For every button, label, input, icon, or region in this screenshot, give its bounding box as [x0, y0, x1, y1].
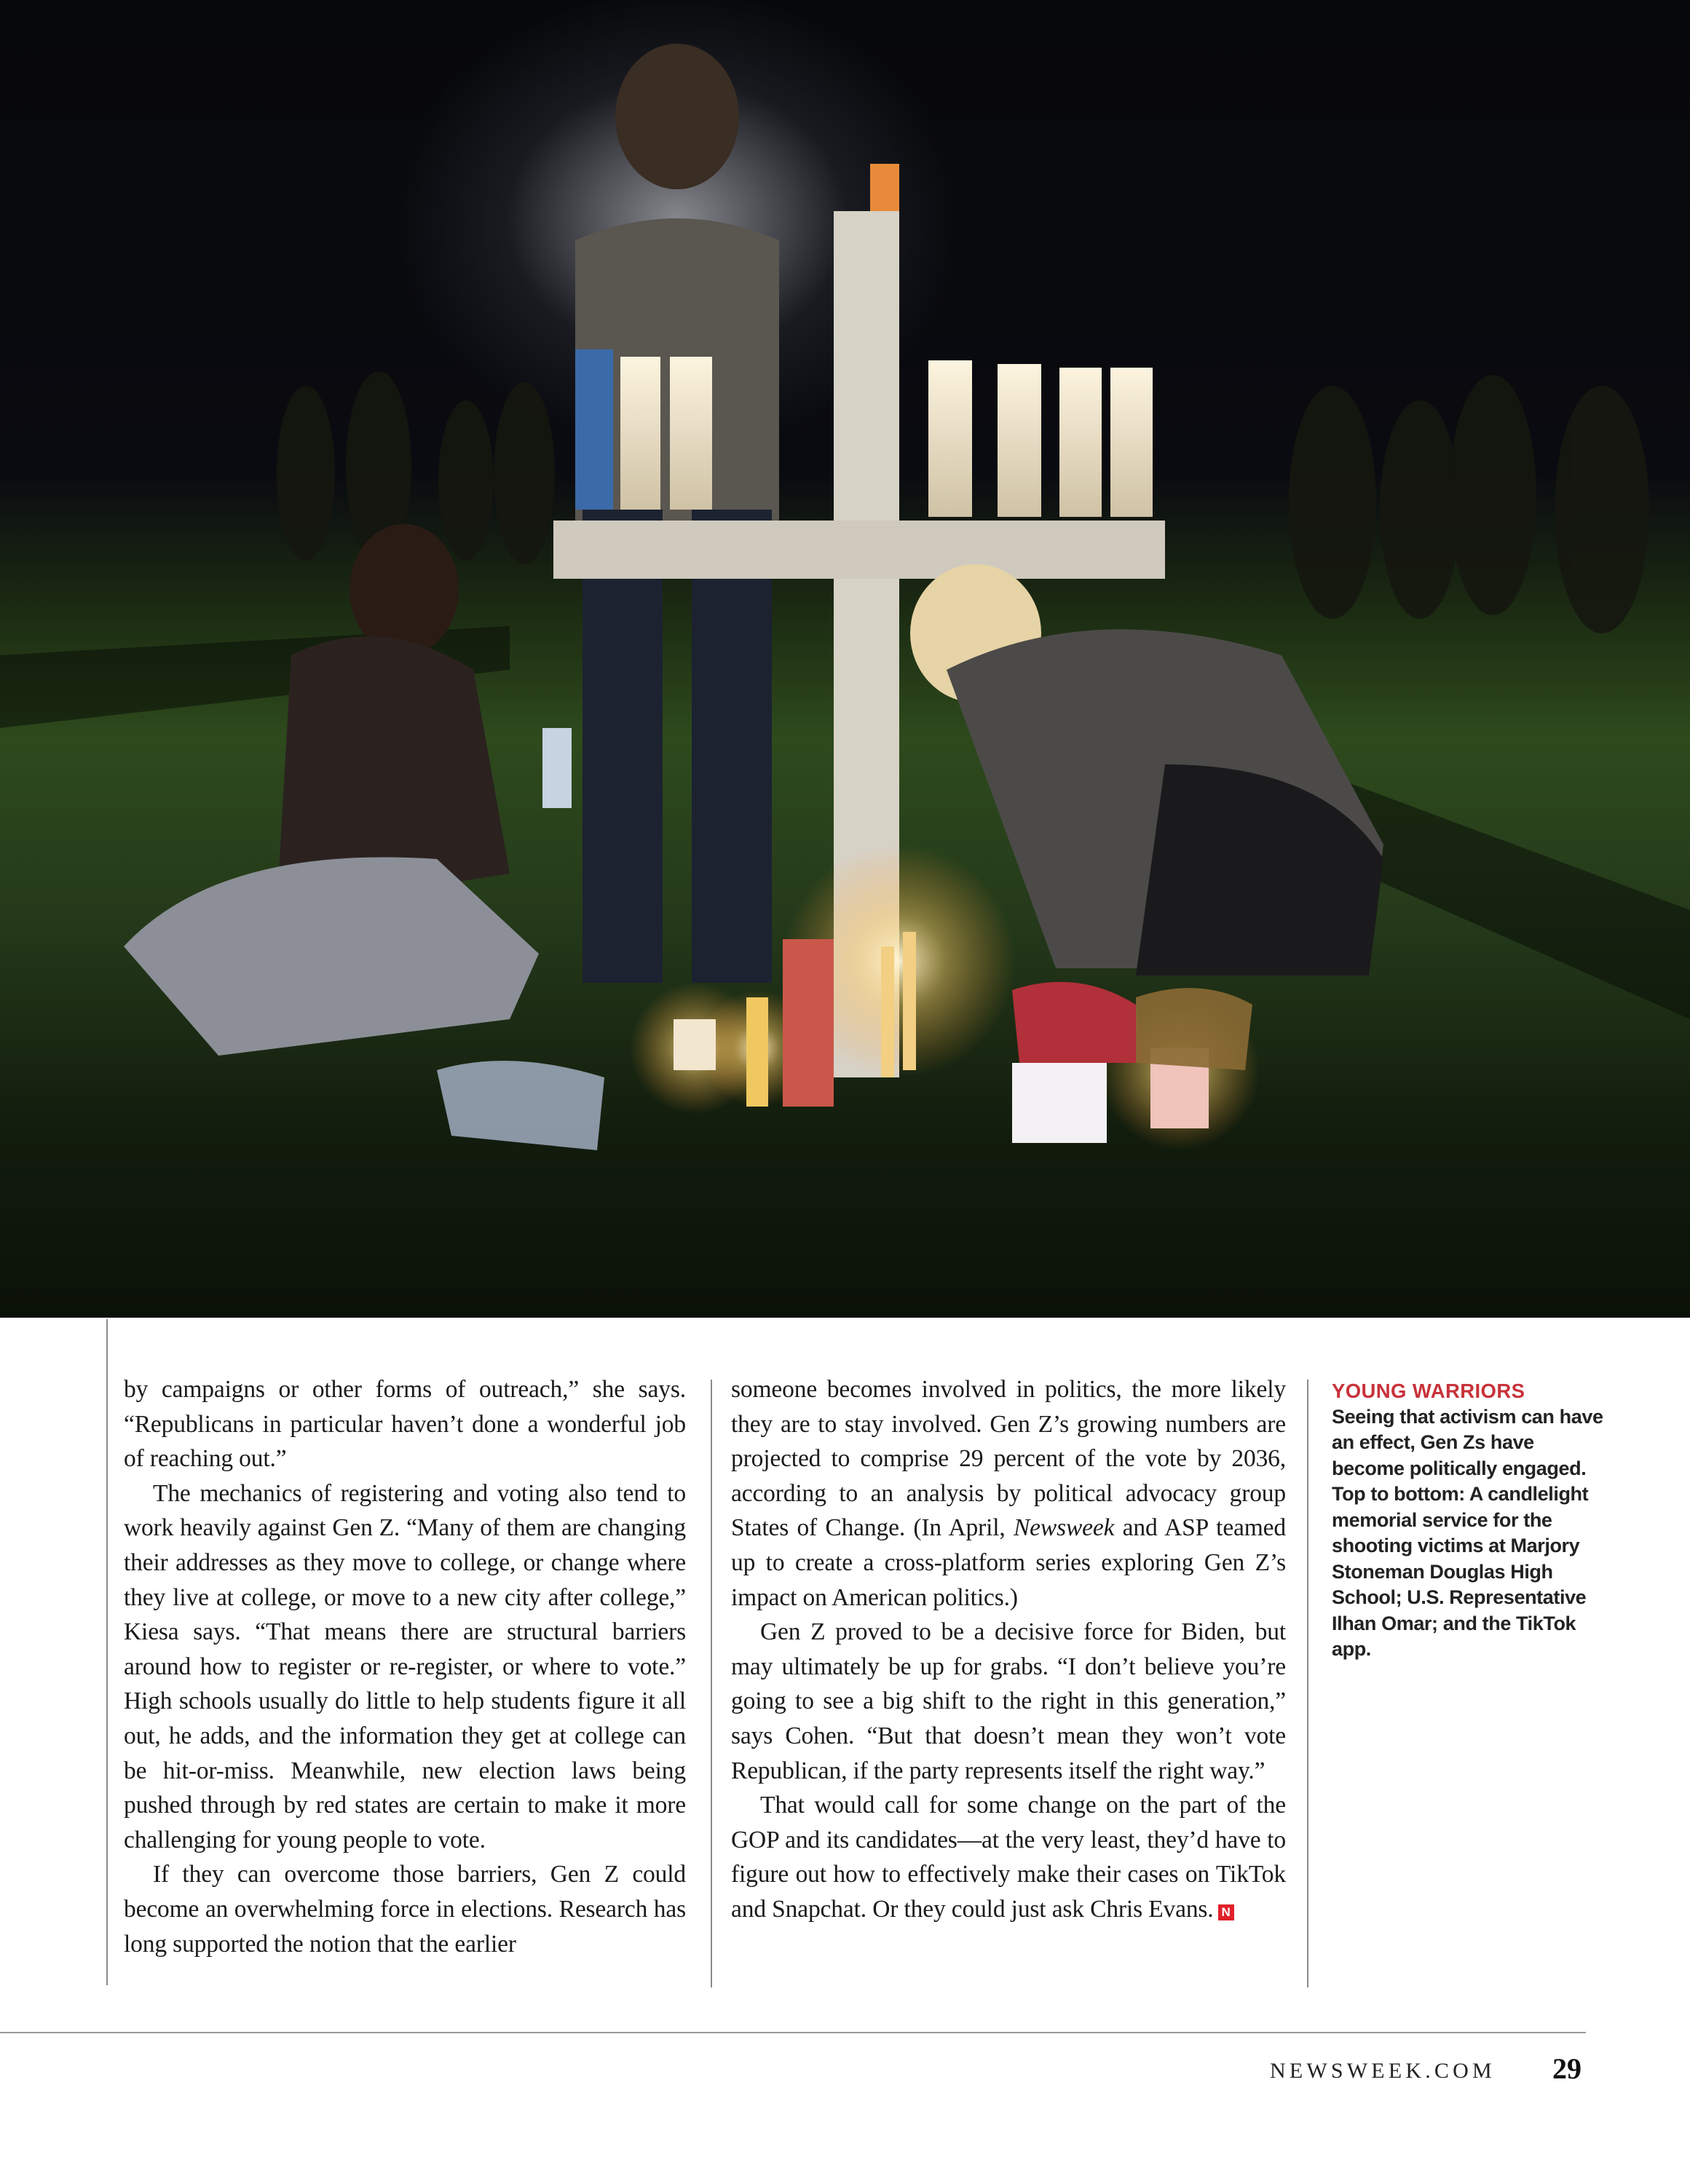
- footer-site: NEWSWEEK.COM: [1270, 2059, 1496, 2083]
- column-rule-right: [1307, 1380, 1308, 1987]
- article-column-right: [731, 1372, 1286, 1927]
- column-rule-middle: [711, 1380, 712, 1987]
- paragraph: If they can overcome those barriers, Gen Z could become an overwhelming force in elections. Research has long supported the notion that the earlier: [124, 1861, 686, 1958]
- paragraph: [731, 1788, 1286, 1926]
- caption-kicker: YOUNG WARRIORS: [1332, 1380, 1525, 1402]
- paragraph: The mechanics of registering and voting also tend to work heavily against Gen Z. “Many of them are changing their addresses as they move to college, or change where they live at college, or move to a new city after college,” Kiesa says. “That means there are structural barriers around how to register or re-register, or where to vote.” High schools usually do little to help students figure it all out, he adds, and the information they get at college can be hit-or-miss. Meanwhile, new election laws being pushed through by red states are certain to make it more challenging for young people to vote.: [124, 1479, 686, 1853]
- paragraph-text: someone becomes involved in politics, the more likely they are to stay involved. Gen Z’s growing numbers are projected to comprise 29 percent of the vote by 2036, according to an analysis by political advocacy group States of Change. (In April,: [731, 1376, 1286, 1542]
- column-rule-left: [106, 1319, 108, 1985]
- newsweek-end-mark-icon: N: [1218, 1904, 1234, 1920]
- paragraph-text: and ASP teamed up to create a cross-platform series exploring Gen Z’s impact on American politics.): [731, 1514, 1286, 1611]
- publication-name: Newsweek: [1013, 1514, 1115, 1542]
- caption-text: Seeing that activism can have an effect, Gen Zs have become politically engaged. Top to bottom: A candlelight memorial service for the shooting victims at Marjory Stoneman Douglas High School; U.S. Representative Ilhan Omar; and the TikTok app.: [1332, 1405, 1603, 1660]
- paragraph: by campaigns or other forms of outreach,” she says. “Republicans in particular haven’t done a wonderful job of reaching out.”: [124, 1376, 686, 1473]
- photo-caption: [1332, 1378, 1608, 1663]
- paragraph: Gen Z proved to be a decisive force for Biden, but may ultimately be up for grabs. “I don’t believe you’re going to see a big shift to the right in this generation,” says Cohen. “But that doesn’t mean they won’t vote Republican, if the party represents itself the right way.”: [731, 1618, 1286, 1784]
- article-column-left: [124, 1372, 686, 1961]
- page-number: 29: [1552, 2052, 1582, 2085]
- footer-divider: [0, 2032, 1586, 2033]
- paragraph-text: That would call for some change on the part of the GOP and its candidates—at the very least, they’d have to figure out how to effectively make their cases on TikTok and Snapchat. Or they could just ask Chris Evans.: [731, 1792, 1286, 1923]
- paragraph: [731, 1372, 1286, 1615]
